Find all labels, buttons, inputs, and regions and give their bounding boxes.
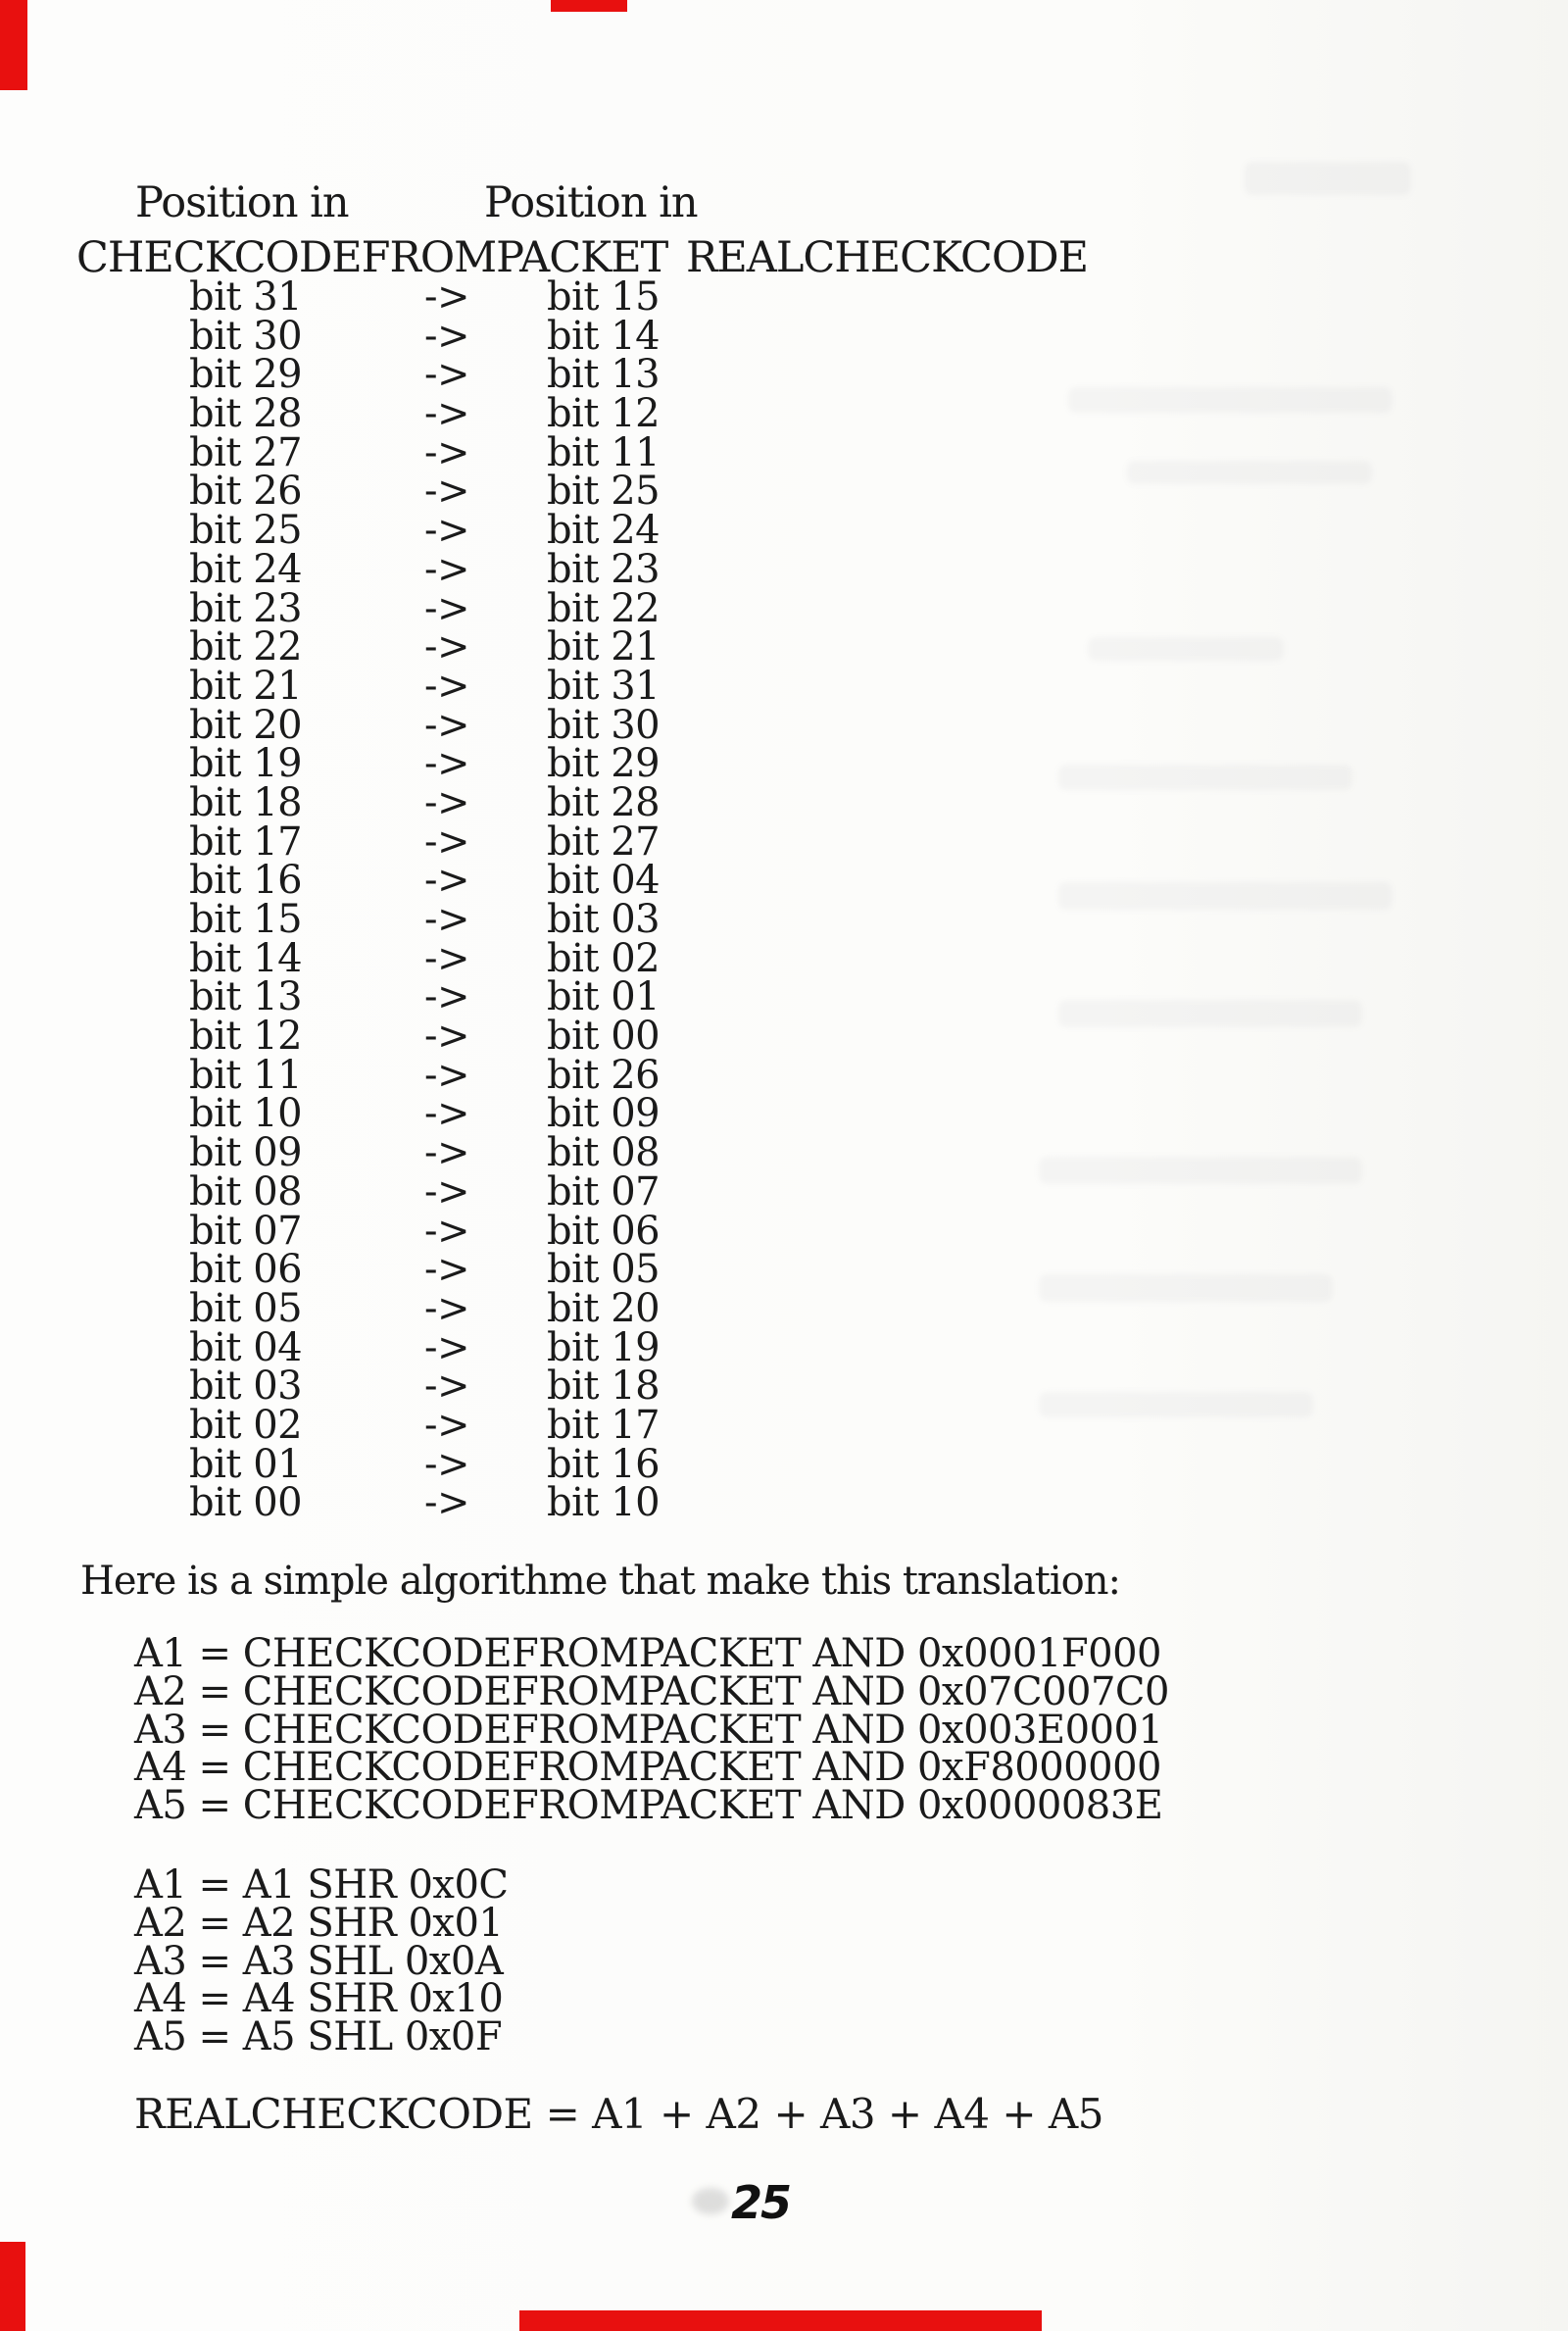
table-row: [189, 818, 661, 865]
source-bit-label: bit 03: [189, 1364, 303, 1410]
dest-bit-label: bit 15: [547, 274, 661, 320]
code-line: A4 = A4 SHR 0x10: [134, 1976, 504, 2022]
code-line: A1 = CHECKCODEFROMPACKET AND 0x0001F000: [134, 1631, 1161, 1676]
table-row: [189, 1208, 661, 1254]
scan-artifact-red-bottom-center: [519, 2310, 1042, 2331]
code-line: A3 = A3 SHL 0x0A: [134, 1938, 504, 1984]
table-row: [189, 1480, 661, 1526]
result-line: REALCHECKCODE = A1 + A2 + A3 + A4 + A5: [134, 2090, 1103, 2138]
source-bit-label: bit 04: [189, 1324, 303, 1370]
table-row: [189, 624, 661, 670]
show-through-smudge: [1039, 1157, 1362, 1184]
source-bit-label: bit 14: [189, 935, 303, 981]
show-through-smudge: [1068, 387, 1392, 413]
source-bit-label: bit 20: [189, 702, 303, 748]
arrow-glyph: ->: [424, 274, 470, 320]
show-through-smudge: [1127, 461, 1372, 484]
table-row: [189, 779, 661, 825]
dest-bit-label: bit 31: [547, 663, 661, 709]
table-row: [189, 897, 661, 942]
source-bit-label: bit 07: [189, 1208, 303, 1254]
source-bit-label: bit 01: [189, 1441, 303, 1487]
show-through-smudge: [1039, 1274, 1333, 1302]
arrow-glyph: ->: [424, 858, 470, 904]
table-row: [189, 974, 661, 1020]
source-bit-label: bit 23: [189, 585, 303, 631]
arrow-glyph: ->: [424, 1364, 470, 1410]
source-bit-label: bit 05: [189, 1285, 303, 1331]
arrow-glyph: ->: [424, 974, 470, 1020]
bit-mapping-table: [189, 274, 661, 1526]
arrow-glyph: ->: [424, 897, 470, 942]
arrow-glyph: ->: [424, 1208, 470, 1254]
dest-bit-label: bit 19: [547, 1324, 661, 1370]
dest-bit-label: bit 20: [547, 1285, 661, 1331]
source-bit-label: bit 27: [189, 429, 303, 475]
table-row: [189, 1168, 661, 1215]
table-row: [189, 508, 661, 554]
source-bit-label: bit 31: [189, 274, 303, 320]
dest-bit-label: bit 08: [547, 1130, 661, 1176]
arrow-glyph: ->: [424, 779, 470, 825]
table-row: [189, 1402, 661, 1448]
dest-bit-label: bit 07: [547, 1168, 661, 1215]
table-row: [189, 1364, 661, 1410]
arrow-glyph: ->: [424, 546, 470, 592]
table-row: [189, 702, 661, 748]
arrow-glyph: ->: [424, 1247, 470, 1293]
dest-bit-label: bit 27: [547, 818, 661, 865]
source-bit-label: bit 28: [189, 391, 303, 437]
code-line: A5 = CHECKCODEFROMPACKET AND 0x0000083E: [134, 1783, 1163, 1829]
code-line: A3 = CHECKCODEFROMPACKET AND 0x003E0001: [134, 1707, 1163, 1753]
show-through-smudge: [1058, 1000, 1362, 1027]
source-bit-label: bit 25: [189, 508, 303, 554]
dest-bit-label: bit 18: [547, 1364, 661, 1410]
dest-bit-label: bit 13: [547, 352, 661, 398]
dest-bit-label: bit 24: [547, 508, 661, 554]
table-row: [189, 663, 661, 709]
table-row: [189, 1324, 661, 1370]
arrow-glyph: ->: [424, 469, 470, 515]
shift-operations-block: [134, 1862, 509, 2060]
arrow-glyph: ->: [424, 352, 470, 398]
arrow-glyph: ->: [424, 624, 470, 670]
show-through-smudge: [1058, 765, 1352, 790]
source-bit-label: bit 15: [189, 897, 303, 942]
code-line: A4 = CHECKCODEFROMPACKET AND 0xF8000000: [134, 1745, 1161, 1791]
arrow-glyph: ->: [424, 702, 470, 748]
intro-sentence: Here is a simple algorithme that make this translation:: [80, 1559, 1120, 1604]
dest-bit-label: bit 06: [547, 1208, 661, 1254]
table-row: [189, 1091, 661, 1137]
source-bit-label: bit 09: [189, 1130, 303, 1176]
source-bit-label: bit 00: [189, 1480, 303, 1526]
table-row: [189, 935, 661, 981]
arrow-glyph: ->: [424, 741, 470, 787]
code-line: A1 = A1 SHR 0x0C: [134, 1862, 509, 1908]
arrow-glyph: ->: [424, 429, 470, 475]
source-bit-label: bit 18: [189, 779, 303, 825]
dest-bit-label: bit 26: [547, 1052, 661, 1098]
source-bit-label: bit 13: [189, 974, 303, 1020]
source-bit-label: bit 21: [189, 663, 303, 709]
dest-bit-label: bit 12: [547, 391, 661, 437]
arrow-glyph: ->: [424, 508, 470, 554]
dest-bit-label: bit 05: [547, 1247, 661, 1293]
mask-operations-block: [134, 1631, 1169, 1829]
arrow-glyph: ->: [424, 391, 470, 437]
arrow-glyph: ->: [424, 1014, 470, 1060]
arrow-glyph: ->: [424, 1402, 470, 1448]
arrow-glyph: ->: [424, 1091, 470, 1137]
show-through-smudge: [1245, 162, 1411, 195]
dest-bit-label: bit 22: [547, 585, 661, 631]
ink-smudge: [692, 2188, 729, 2214]
source-bit-label: bit 11: [189, 1052, 303, 1098]
dest-bit-label: bit 29: [547, 741, 661, 787]
dest-bit-label: bit 25: [547, 469, 661, 515]
table-row: [189, 1052, 661, 1098]
show-through-smudge: [1058, 882, 1392, 910]
page-number: 25: [731, 2176, 791, 2229]
arrow-glyph: ->: [424, 935, 470, 981]
scan-artifact-red-top-center: [551, 0, 627, 12]
arrow-glyph: ->: [424, 1324, 470, 1370]
code-line: A5 = A5 SHL 0x0F: [134, 2014, 503, 2060]
source-bit-label: bit 30: [189, 313, 303, 359]
source-bit-label: bit 10: [189, 1091, 303, 1137]
show-through-smudge: [1039, 1392, 1313, 1417]
source-bit-label: bit 22: [189, 624, 303, 670]
dest-bit-label: bit 14: [547, 313, 661, 359]
source-bit-label: bit 24: [189, 546, 303, 592]
table-row: [189, 741, 661, 787]
dest-bit-label: bit 11: [547, 429, 661, 475]
scan-artifact-red-bottom-left: [0, 2242, 25, 2331]
arrow-glyph: ->: [424, 1052, 470, 1098]
dest-bit-label: bit 17: [547, 1402, 661, 1448]
table-row: [189, 585, 661, 631]
header-position-in-left: Position in: [135, 178, 349, 227]
arrow-glyph: ->: [424, 663, 470, 709]
table-row: [189, 1285, 661, 1331]
arrow-glyph: ->: [424, 1480, 470, 1526]
table-row: [189, 1441, 661, 1487]
arrow-glyph: ->: [424, 585, 470, 631]
show-through-smudge: [1088, 637, 1284, 661]
table-row: [189, 313, 661, 359]
table-row: [189, 391, 661, 437]
table-row: [189, 429, 661, 475]
source-bit-label: bit 06: [189, 1247, 303, 1293]
dest-bit-label: bit 00: [547, 1014, 661, 1060]
code-line: A2 = CHECKCODEFROMPACKET AND 0x07C007C0: [134, 1668, 1169, 1714]
source-bit-label: bit 12: [189, 1014, 303, 1060]
source-bit-label: bit 29: [189, 352, 303, 398]
source-bit-label: bit 19: [189, 741, 303, 787]
dest-bit-label: bit 21: [547, 624, 661, 670]
table-row: [189, 1014, 661, 1060]
table-row: [189, 352, 661, 398]
source-bit-label: bit 16: [189, 858, 303, 904]
table-row: [189, 1130, 661, 1176]
table-row: [189, 546, 661, 592]
source-bit-label: bit 17: [189, 818, 303, 865]
table-row: [189, 469, 661, 515]
dest-bit-label: bit 10: [547, 1480, 661, 1526]
header-realcheckcode: REALCHECKCODE: [686, 233, 1089, 282]
dest-bit-label: bit 03: [547, 897, 661, 942]
dest-bit-label: bit 09: [547, 1091, 661, 1137]
arrow-glyph: ->: [424, 313, 470, 359]
table-row: [189, 274, 661, 320]
code-line: A2 = A2 SHR 0x01: [134, 1900, 504, 1946]
source-bit-label: bit 26: [189, 469, 303, 515]
dest-bit-label: bit 23: [547, 546, 661, 592]
dest-bit-label: bit 04: [547, 858, 661, 904]
table-row: [189, 1247, 661, 1293]
table-row: [189, 858, 661, 904]
dest-bit-label: bit 01: [547, 974, 661, 1020]
source-bit-label: bit 02: [189, 1402, 303, 1448]
dest-bit-label: bit 16: [547, 1441, 661, 1487]
dest-bit-label: bit 02: [547, 935, 661, 981]
arrow-glyph: ->: [424, 1285, 470, 1331]
scan-artifact-red-top-left: [0, 0, 27, 90]
arrow-glyph: ->: [424, 818, 470, 865]
arrow-glyph: ->: [424, 1130, 470, 1176]
source-bit-label: bit 08: [189, 1168, 303, 1215]
arrow-glyph: ->: [424, 1441, 470, 1487]
arrow-glyph: ->: [424, 1168, 470, 1215]
dest-bit-label: bit 28: [547, 779, 661, 825]
header-position-in-right: Position in: [484, 178, 698, 227]
header-checkcodefrompacket: CHECKCODEFROMPACKET: [76, 233, 668, 282]
dest-bit-label: bit 30: [547, 702, 661, 748]
